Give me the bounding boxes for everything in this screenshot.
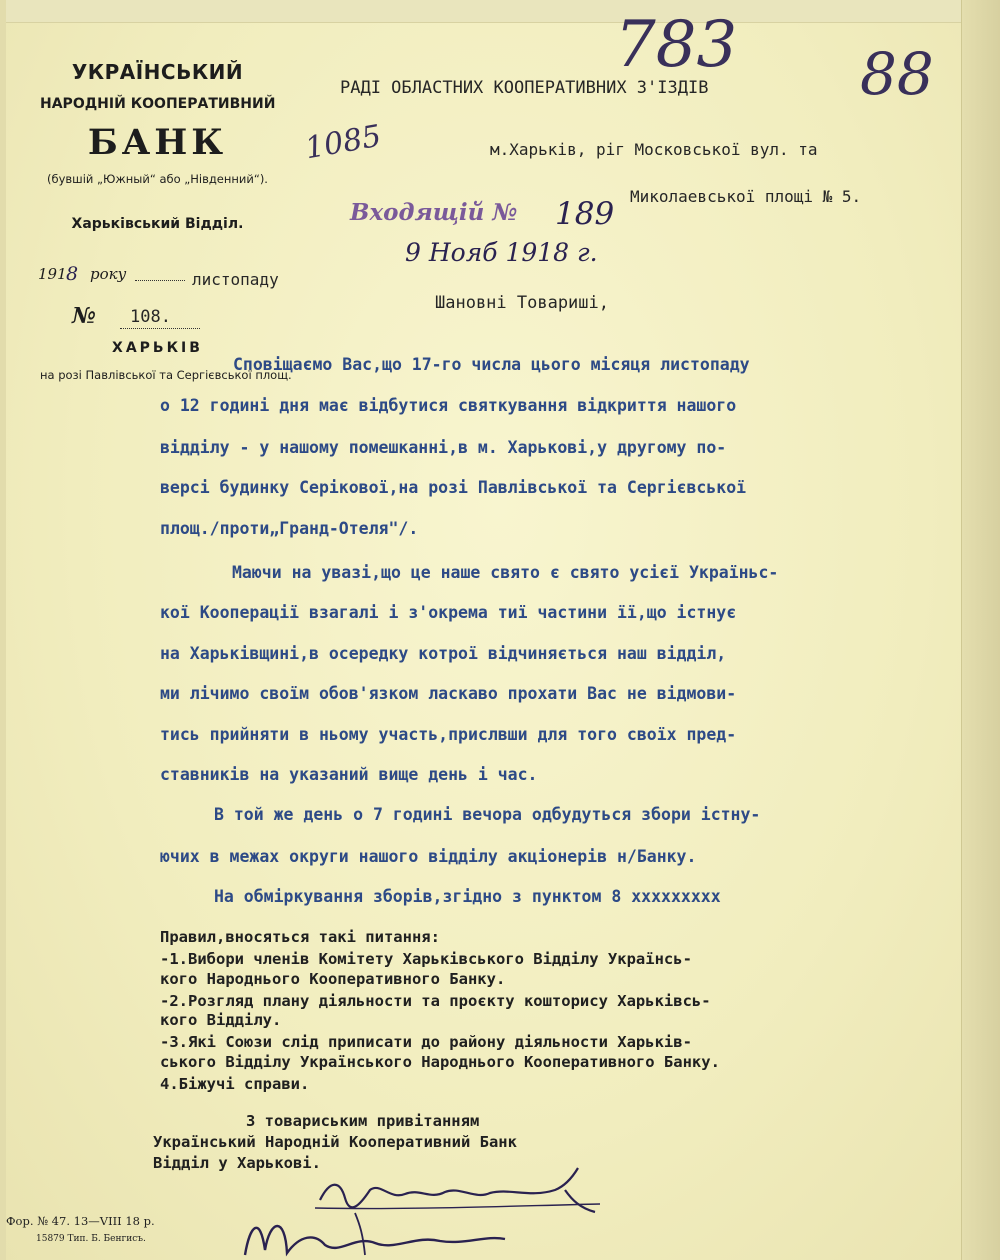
printer-form-number: Фор. № 47. 13—VIII 18 р. bbox=[6, 1214, 155, 1228]
body-line: площ./проти„Гранд-Отеля"/. bbox=[160, 519, 419, 538]
recipient: РАДІ ОБЛАСТНИХ КООПЕРАТИВНИХ З'ІЗДІВ bbox=[340, 78, 709, 98]
paper-right-edge bbox=[961, 0, 1000, 1260]
closing-line: З товариським привітанням bbox=[246, 1112, 480, 1130]
body-line: кої Кооперації взагалі і з'окрема тиї частини її,що істнує bbox=[160, 603, 737, 622]
signature-lower bbox=[225, 1205, 545, 1260]
incoming-stamp-label: Входящій № bbox=[350, 199, 518, 226]
letterhead-city: ХАРЬКІВ bbox=[112, 340, 203, 356]
letterhead-number-line bbox=[120, 328, 200, 329]
body-line: тись прийняти в ньому участь,прислвши для того своїх пред- bbox=[160, 725, 737, 744]
agenda-line: 4.Біжучі справи. bbox=[160, 1075, 310, 1093]
body-line: на Харьківщині,в осередку котрої відчиняється наш відділ, bbox=[160, 644, 727, 663]
body-line: відділу - у нашому помешканні,в м. Харькові,у другому по- bbox=[160, 438, 727, 457]
closing-line: Український Народній Кооперативний Банк bbox=[153, 1133, 517, 1151]
agenda-line: -3.Які Союзи слід приписати до району діяльности Харьків- bbox=[160, 1033, 692, 1051]
letterhead-address: на розі Павлівської та Сергієвської площ. bbox=[40, 368, 292, 382]
agenda-line: кого Народнього Кооперативного Банку. bbox=[160, 970, 506, 988]
letterhead-number: 108. bbox=[130, 307, 171, 327]
letterhead-year-digit: 8 bbox=[66, 263, 79, 285]
letterhead-line1: УКРАЇНСЬКИЙ bbox=[71, 60, 244, 84]
closing-line: Відділ у Харькові. bbox=[153, 1154, 321, 1172]
printer-press: 15879 Тип. Б. Бенгисъ. bbox=[36, 1234, 146, 1244]
agenda-line: Правил,вносяться такі питання: bbox=[160, 928, 440, 946]
letterhead-line2: НАРОДНІЙ КООПЕРАТИВНИЙ bbox=[40, 96, 276, 112]
body-line: Сповіщаємо Вас,що 17-го числа цього місяця листопаду bbox=[233, 355, 750, 374]
agenda-line: кого Відділу. bbox=[160, 1011, 282, 1029]
agenda-line: -1.Вибори членів Комітету Харьківського Відділу Українсь- bbox=[160, 950, 692, 968]
agenda-line: ського Відділу Українського Народнього Кооперативного Банку. bbox=[160, 1053, 720, 1071]
letterhead-dotted-line bbox=[135, 280, 185, 281]
handwritten-archive-number: 783 bbox=[615, 8, 738, 82]
letterhead-year-prefix: 191 bbox=[38, 265, 67, 283]
incoming-stamp-date: 9 Нояб 1918 г. bbox=[405, 238, 598, 267]
greeting: Шановні Товариші, bbox=[435, 293, 609, 313]
body-line: версі будинку Серікової,на розі Павлівської та Сергієвської bbox=[160, 478, 747, 497]
recipient-address-line2: Миколаевської площі № 5. bbox=[630, 187, 862, 206]
handwritten-margin-number: 1085 bbox=[302, 118, 384, 167]
incoming-stamp-number: 189 bbox=[555, 196, 615, 232]
letterhead-bank: БАНК bbox=[87, 122, 228, 163]
body-line: Маючи на увазі,що це наше свято є свято усієї Україньс- bbox=[232, 563, 779, 582]
letterhead-roku: року bbox=[90, 265, 127, 283]
letterhead-former-name: (бувшій „Южный“ або „Нівденний“). bbox=[47, 172, 268, 186]
letterhead-month: листопаду bbox=[192, 270, 279, 289]
body-line: ми лічимо своїм обов'язком ласкаво прохати Вас не відмови- bbox=[160, 684, 737, 703]
body-line: На обміркування зборів,згідно з пунктом 8 ххххххххх bbox=[214, 887, 721, 906]
body-line: о 12 годині дня має відбутися святкування відкриття нашого bbox=[160, 396, 737, 415]
body-line: ставників на указаний вище день і час. bbox=[160, 765, 538, 784]
letterhead-number-symbol: № bbox=[72, 303, 96, 329]
body-line: ючих в межах округи нашого відділу акціонерів н/Банку. bbox=[160, 847, 697, 866]
body-line: В той же день о 7 годині вечора одбудуться збори істну- bbox=[214, 805, 761, 824]
paper-left-edge bbox=[0, 0, 6, 1260]
agenda-line: -2.Розгляд плану діяльности та проєкту кошторису Харьківсь- bbox=[160, 992, 711, 1010]
handwritten-archive-number-right: 88 bbox=[860, 40, 934, 108]
letterhead-branch: Харьківський Відділ. bbox=[71, 216, 244, 232]
recipient-address-line1: м.Харьків, ріг Московської вул. та bbox=[490, 140, 818, 159]
paper-top-edge bbox=[0, 0, 1000, 23]
